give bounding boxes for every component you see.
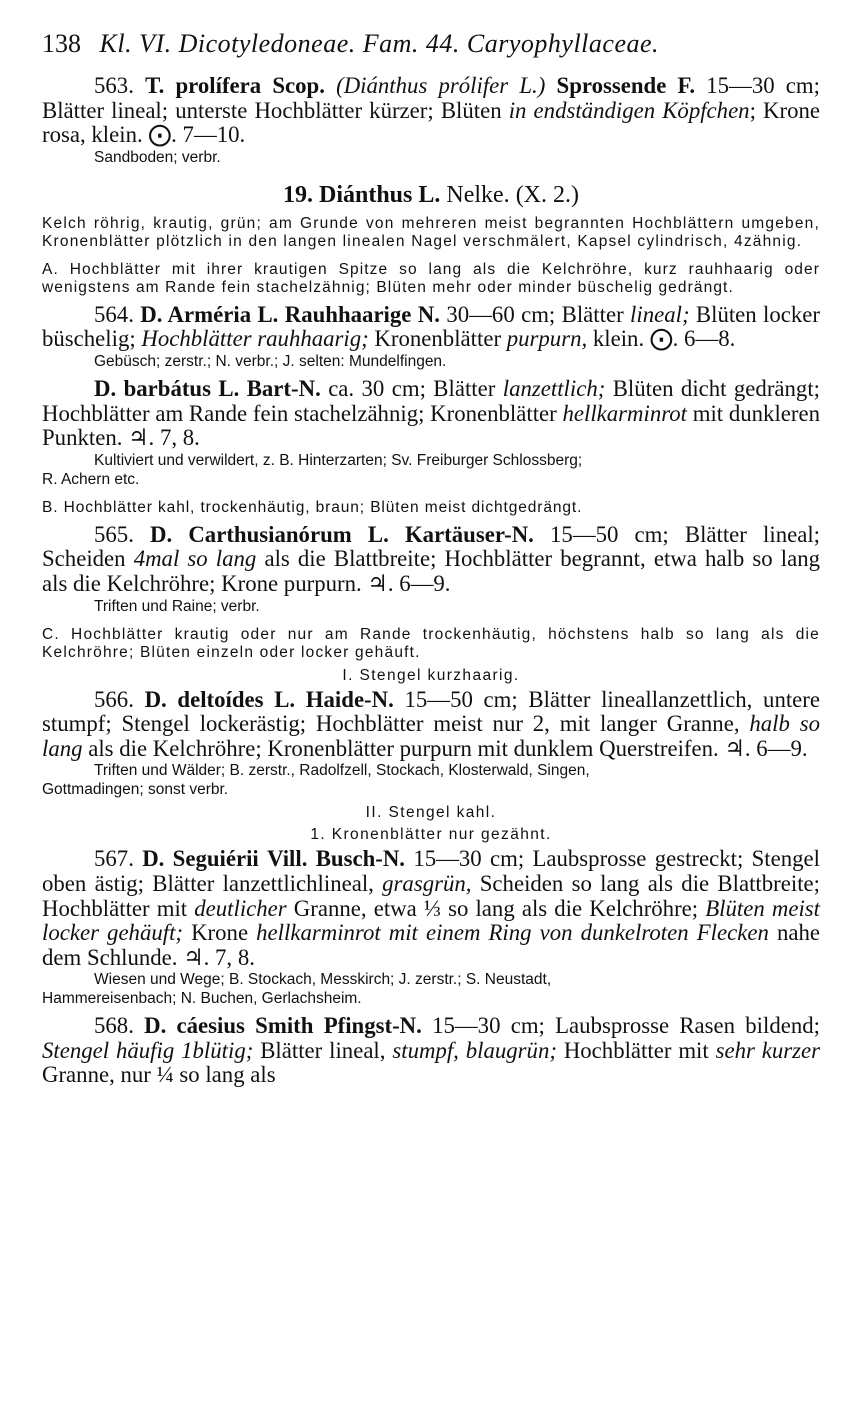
description-text: ca. 30 cm; Blätter [328,375,503,401]
description-italic: Stengel häufig 1blütig; [42,1037,254,1063]
description-italic: stumpf, blaugrün; [392,1037,557,1063]
species-entry-565 [42,523,820,597]
entry-number: 563. [94,73,134,98]
description-italic: lineal; [630,301,690,327]
description-italic: Hochblätter rauhhaarig; [141,326,369,352]
description-text: klein. ⨀. 6—8. [587,326,736,352]
page-header [42,22,820,72]
genus-heading [42,179,820,211]
common-name: Kartäuser-N. [404,521,534,547]
species-name: D. Carthusianórum [150,521,352,547]
species-entry-barbatus [42,377,820,451]
description-text: 30—60 cm; Blätter [446,301,631,327]
description-text: Granne, nur ¼ so lang als [42,1062,276,1088]
description-italic: purpurn, [506,326,588,352]
description-text: 15—30 cm; Laubsprosse Rasen bildend; [432,1013,820,1039]
entry-number: 567. [94,846,134,872]
species-author: L. [218,375,240,401]
habitat-note: Kultiviert und verwildert, z. B. Hinterzarten; Sv. Freiburger Schlossberg; [94,451,583,469]
entry-number: 568. [94,1013,134,1039]
description-text: mit dunkleren Punkten. ♃. 7, 8. [42,400,820,451]
description-text: nahe dem Schlunde. ♃. 7, 8. [42,920,820,970]
species-entry-566 [42,688,820,762]
description-italic: deutlicher [194,895,287,921]
species-name: T. prolífera [145,73,262,98]
genus-number: 19. [282,181,313,208]
common-name: Sprossende F. [556,73,696,98]
habitat-note: Gebüsch; zerstr.; N. verbr.; J. selten: Mundelfingen. [94,352,447,370]
habitat-note: Sandboden; verbr. [94,148,221,166]
book-page [42,22,820,1088]
description-text: 15—30 cm; Blätter lineal; unterste Hochblätter kürzer; Blüten [42,73,820,123]
description-text: 15—50 cm; Blätter lineallanzettlich, untere stumpf; Stengel lockerästig; Hochblätter meist nur 2, mit langer Granne, [42,686,820,737]
species-author: Scop. [272,73,325,98]
description-text: als die Blattbreite; Hochblätter begrannt, etwa halb so lang als die Kelchröhre; Krone purpurn. ♃. 6—9. [42,546,820,596]
description-text: Blüten locker büschelig; [42,301,821,352]
description-text: Hochblätter mit [556,1037,716,1063]
species-name: D. barbátus [94,375,211,401]
description-italic: sehr kurzer [715,1037,821,1063]
description-italic: hellkarminrot mit einem Ring von dunkelroten Flecken [256,920,769,946]
key-a: A. Hochblätter mit ihrer krautigen Spitze so lang als die Kelchröhre, kurz rauhhaarig oder wenigstens am Rande fein stachelzähnig; Blüten mehr oder minder büschelig gedrängt. [42,260,820,296]
description-text: 15—30 cm; Laubsprosse gestreckt; Stengel oben ästig; Blätter lanzettlichlineal, [42,846,821,896]
description-text: Kronenblätter [368,326,507,352]
entry-number: 565. [94,521,134,547]
key-b: B. Hochblätter kahl, trockenhäutig, braun; Blüten meist dichtgedrängt. [42,498,583,516]
genus-system: (X. 2.) [515,181,580,208]
description-text: Blüten dicht gedrängt; Hochblätter am Rande fein stachelzähnig; Kronenblätter [42,375,820,426]
description-text: Blätter lineal, [253,1037,393,1063]
running-title: Kl. VI. Dicotyledoneae. Fam. 44. Caryophyllaceae. [99,29,660,58]
entry-number: 564. [94,301,134,327]
habitat-note: R. Achern etc. [42,470,140,488]
species-name: D. Seguiérii [142,846,259,872]
common-name: Pfingst-N. [323,1013,422,1039]
species-entry-564 [42,303,820,352]
common-name: Haide-N. [305,686,394,712]
subkey-i: I. Stengel kurzhaarig. [342,666,520,684]
description-text: Krone [183,920,257,946]
species-entry-568 [42,1014,820,1088]
description-text: ; Krone rosa, klein. ⨀. 7—10. [42,97,820,148]
habitat-note: Wiesen und Wege; B. Stockach, Messkirch; J. zerstr.; S. Neustadt, [94,971,552,989]
description-italic: 4mal so lang [133,546,257,572]
description-text: als die Kelchröhre; Kronenblätter purpurn mit dunklem Querstreifen. ♃. 6—9. [82,735,808,761]
description-text: 15—50 cm; Blätter lineal; Scheiden [42,521,820,572]
common-name: Busch-N. [315,846,406,872]
species-name: D. deltoídes [144,686,264,712]
common-name: Rauhhaarige N. [284,301,440,327]
description-italic: in endständigen Köpfchen [508,97,750,123]
description-text: Scheiden so lang als die Blattbreite; Hochblätter mit [42,870,820,921]
entry-number: 566. [94,686,134,712]
species-author: Smith [255,1013,314,1039]
genus-common-name: Nelke. [446,181,510,208]
common-name: Bart-N. [246,375,321,401]
species-name: D. Arméria [140,301,252,327]
description-text: Granne, etwa ⅓ so lang als die Kelchröhre; [286,895,706,921]
species-author: L. [274,686,296,712]
habitat-note: Hammereisenbach; N. Buchen, Gerlachsheim. [42,990,362,1008]
description-italic: hellkarminrot [562,400,687,426]
species-name: D. cáesius [144,1013,245,1039]
key-c: C. Hochblätter krautig oder nur am Rande trockenhäutig, höchstens halb so lang als die Kelchröhre; Blüten einzeln oder locker gehäuft. [42,625,820,661]
genus-description: Kelch röhrig, krautig, grün; am Grunde von mehreren meist begrannten Hochblättern umgeben, Kronenblätter plötzlich in den langen linealen Nagel verschmälert, Kapsel cylindrisch, 4zähnig. [42,214,820,250]
habitat-note: Triften und Raine; verbr. [94,597,260,615]
species-author: L. [257,301,279,327]
subkey-ii: II. Stengel kahl. [365,804,497,822]
synonym: (Diánthus prólifer L.) [336,73,546,98]
species-author: L. [367,521,389,547]
description-italic: Blüten meist locker gehäuft; [42,895,820,946]
habitat-note: Triften und Wälder; B. zerstr., Radolfzell, Stockach, Klosterwald, Singen, [94,762,590,780]
description-italic: lanzettlich; [502,375,606,401]
habitat-note: Gottmadingen; sonst verbr. [42,781,229,799]
species-entry-563 [42,74,820,148]
description-italic: halb so lang [42,711,820,761]
species-entry-567 [42,847,820,970]
description-italic: grasgrün, [382,870,472,896]
subkey-1: 1. Kronenblätter nur gezähnt. [310,826,552,844]
page-number: 138 [42,29,81,58]
species-author: Vill. [267,846,308,872]
genus-name: Diánthus L. [318,181,441,208]
